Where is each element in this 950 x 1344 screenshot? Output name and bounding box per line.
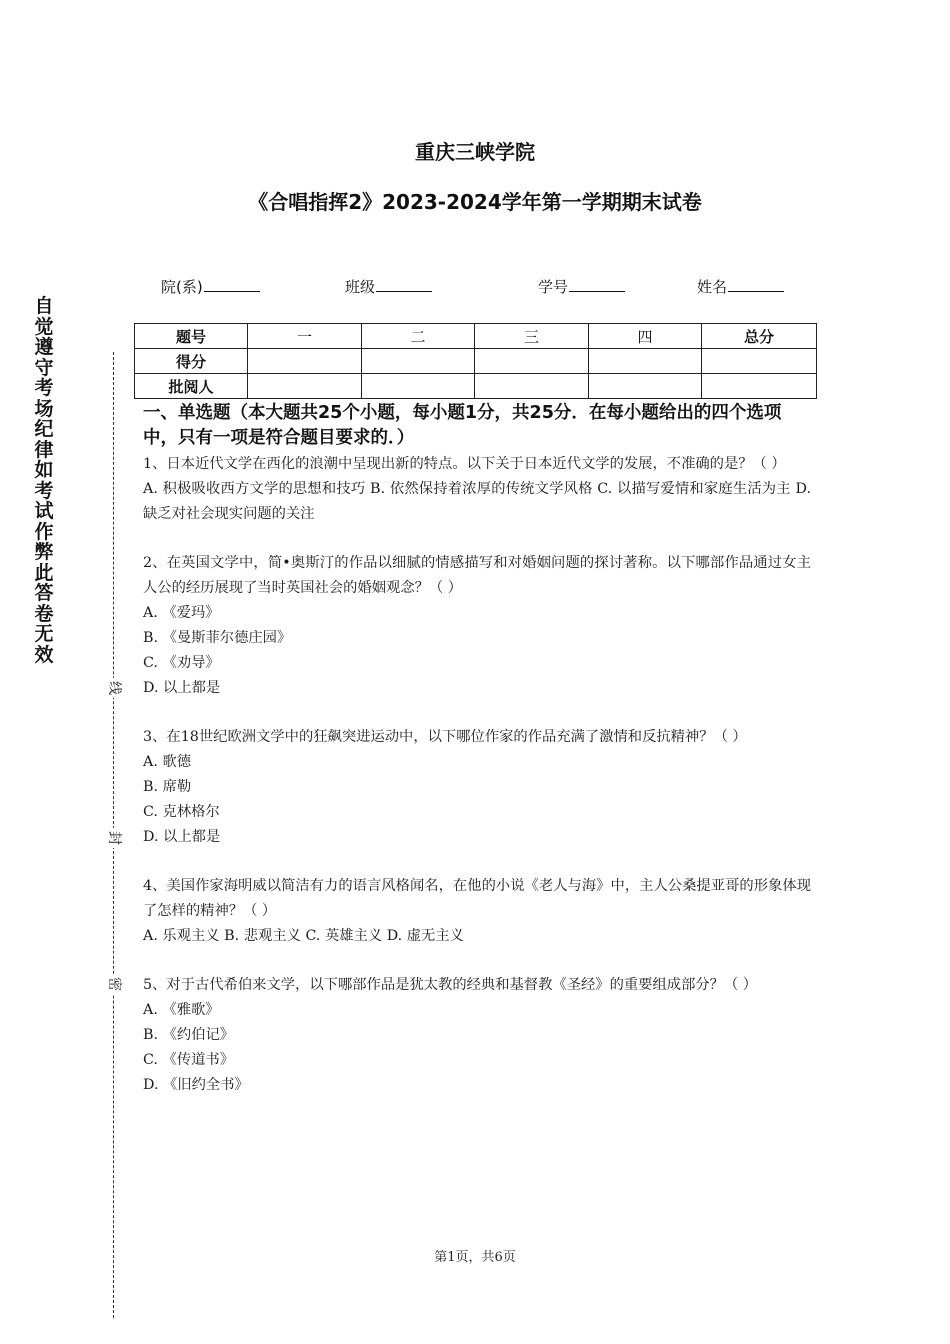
name-blank[interactable] <box>728 277 784 292</box>
option-b: B. 《曼斯菲尔德庄园》 <box>143 630 292 646</box>
option-c: C. 《劝导》 <box>143 655 220 671</box>
question-5 <box>143 973 811 1098</box>
reviewer-cell[interactable] <box>475 374 589 399</box>
question-1 <box>143 452 811 527</box>
cut-mark-mi: 密 <box>104 974 124 994</box>
student-id-field <box>538 276 625 297</box>
option-d: D. 以上都是 <box>143 680 221 696</box>
score-table <box>134 323 817 399</box>
score-table-header-row <box>135 324 817 349</box>
column-header: 一 <box>248 324 362 349</box>
department-blank[interactable] <box>204 277 260 292</box>
score-cell[interactable] <box>362 349 475 374</box>
option-a: A. 《雅歌》 <box>143 1002 220 1018</box>
option-d: D. 以上都是 <box>143 829 221 845</box>
question-stem: 3、在18世纪欧洲文学中的狂飙突进运动中，以下哪位作家的作品充满了激情和反抗精神？（ ） <box>143 729 747 745</box>
question-list <box>143 452 811 1122</box>
question-options-inline: A. 乐观主义 B. 悲观主义 C. 英雄主义 D. 虚无主义 <box>143 928 464 944</box>
department-field <box>161 276 260 297</box>
question-stem: 5、对于古代希伯来文学，以下哪部作品是犹太教的经典和基督教《圣经》的重要组成部分？（ ） <box>143 977 758 993</box>
reviewer-row <box>135 374 817 399</box>
class-label: 班级 <box>345 278 376 296</box>
cut-mark-feng: 封 <box>104 828 124 848</box>
column-header: 三 <box>475 324 589 349</box>
option-d: D. 《旧约全书》 <box>143 1077 249 1093</box>
question-3 <box>143 725 811 850</box>
department-label: 院(系) <box>161 278 203 296</box>
question-stem: 2、在英国文学中，简•奥斯汀的作品以细腻的情感描写和对婚姻问题的探讨著称。以下哪部作品通过女主人公的经历展现了当时英国社会的婚姻观念？（ ） <box>143 555 811 596</box>
class-blank[interactable] <box>376 277 432 292</box>
question-2 <box>143 551 811 701</box>
score-cell[interactable] <box>475 349 589 374</box>
reviewer-cell[interactable] <box>589 374 702 399</box>
column-header: 四 <box>589 324 702 349</box>
exam-title: 《合唱指挥2》2023-2024学年第一学期期末试卷 <box>248 190 702 214</box>
score-cell[interactable] <box>702 349 817 374</box>
reviewer-cell[interactable] <box>248 374 362 399</box>
cut-mark-xian: 线 <box>104 678 124 698</box>
score-cell[interactable] <box>248 349 362 374</box>
question-options-inline: A. 积极吸收西方文学的思想和技巧 B. 依然保持着浓厚的传统文学风格 C. 以描写爱情和家庭生活为主 D. 缺乏对社会现实问题的关注 <box>143 481 811 522</box>
question-4 <box>143 874 811 949</box>
school-title: 重庆三峡学院 <box>415 140 535 164</box>
option-a: A. 歌德 <box>143 754 192 770</box>
question-stem: 4、美国作家海明威以简洁有力的语言风格闻名，在他的小说《老人与海》中，主人公桑提亚哥的形象体现了怎样的精神？（ ） <box>143 878 811 919</box>
class-field <box>345 276 432 297</box>
student-id-blank[interactable] <box>569 277 625 292</box>
option-c: C. 克林格尔 <box>143 804 220 820</box>
exam-discipline-notice: 自觉遵守考场纪律如考试作弊此答卷无效 <box>34 295 54 666</box>
section-one-heading: 一、单选题（本大题共25个小题，每小题1分，共25分．在每小题给出的四个选项中，只有一项是符合题目要求的．） <box>143 403 782 448</box>
score-row <box>135 349 817 374</box>
question-stem: 1、日本近代文学在西化的浪潮中呈现出新的特点。以下关于日本近代文学的发展，不准确的是？（ ） <box>143 456 786 472</box>
column-header: 二 <box>362 324 475 349</box>
question-number-label: 题号 <box>135 324 248 349</box>
student-id-label: 学号 <box>538 278 569 296</box>
reviewer-row-label: 批阅人 <box>135 374 248 399</box>
reviewer-cell[interactable] <box>362 374 475 399</box>
option-b: B. 席勒 <box>143 779 192 795</box>
score-row-label: 得分 <box>135 349 248 374</box>
option-a: A. 《爱玛》 <box>143 605 220 621</box>
option-b: B. 《约伯记》 <box>143 1027 235 1043</box>
score-cell[interactable] <box>589 349 702 374</box>
name-label: 姓名 <box>697 278 728 296</box>
page-number-footer: 第1页，共6页 <box>434 1250 516 1265</box>
reviewer-cell[interactable] <box>702 374 817 399</box>
name-field <box>697 276 784 297</box>
column-header-total: 总分 <box>702 324 817 349</box>
option-c: C. 《传道书》 <box>143 1052 235 1068</box>
